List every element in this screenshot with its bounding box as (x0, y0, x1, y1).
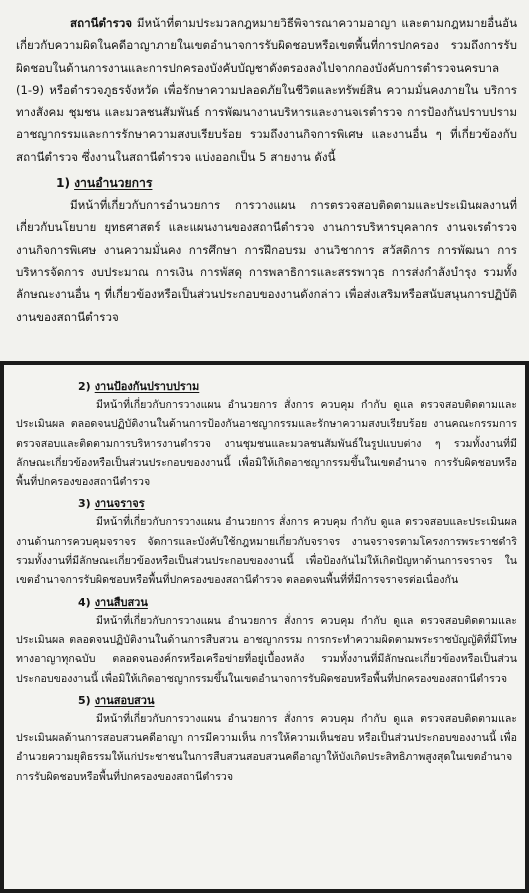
section-title: งานสอบสวน (94, 693, 155, 707)
section-body: มีหน้าที่เกี่ยวกับการอำนวยการ การวางแผน การตรวจสอบติดตามและประเมินผลงานที่เกี่ยวกับนโยบาย ยุทธศาสตร์ และแผนงานของสถานีตำรวจ งานการบริหารบุคลากร งานจเรตำรวจ งานกิจการพิเศษ งานความมั่นคง การศึกษา การฝึกอบรม งานวิชาการ สวัสดิการ การพัฒนา การบริหารจัดการ งบประมาณ การเงิน การพัสดุ การพลาธิการและสรรพาวุธ การส่งกำลังบำรุง รวมทั้งลักษณะงานอื่น ๆ ที่เกี่ยวข้องหรือเป็นส่วนประกอบของงานดังกล่าว เพื่อส่งเสริมหรือสนับสนุนการปฏิบัติงานของสถานีตำรวจ (16, 198, 517, 324)
section-body: มีหน้าที่เกี่ยวกับการวางแผน อำนวยการ สั่งการ ควบคุม กำกับ ดูแล ตรวจสอบและประเมินผลงานด้านการควบคุมจราจร จัดการและบังคับใช้กฎหมายเกี่ยวกับจราจร งานจราจรตามโครงการพระราชดำริ รวมทั้งงานที่มีลักษณะเกี่ยวข้องหรือเป็นส่วนประกอบของงานนี้ เพื่อป้องกันไม่ให้เกิดปัญหาด้านการจราจร ในเขตอำนาจการรับผิดชอบหรือพื้นที่ปกครองของสถานีตำรวจ ตลอดจนพื้นที่ที่มีการจราจรต่อเนื่องกัน (16, 516, 517, 587)
section-title: งานอำนวยการ (74, 176, 153, 191)
section-number: 5) (78, 693, 91, 707)
section-heading (78, 377, 517, 396)
section-heading (78, 494, 517, 513)
section-number: 4) (78, 595, 91, 609)
section-body: มีหน้าที่เกี่ยวกับการวางแผน อำนวยการ สั่งการ ควบคุม กำกับ ดูแล ตรวจสอบติดตามและประเมินผลด้านการสอบสวนคดีอาญา การมีความเห็น การให้ความเห็นชอบ หรือเป็นส่วนประกอบของงานนี้ เพื่ออำนวยความยุติธรรมให้แก่ประชาชนในการสืบสวนสอบสวนคดีอาญาให้บังเกิดประสิทธิภาพสูงสุดในเขตอำนาจการรับผิดชอบหรือพื้นที่ปกครองของสถานีตำรวจ (16, 712, 517, 783)
intro-paragraph (16, 12, 517, 168)
intro-text: มีหน้าที่ตามประมวลกฎหมายวิธีพิจารณาความอาญา และตามกฎหมายอื่นอันเกี่ยวกับความผิดในคดีอาญาภายในเขตอำนาจการรับผิดชอบหรือเขตพื้นที่การปกครอง รวมถึงการรับผิดชอบในด้านการงานและการปกครองบังคับบัญชาดังตรองลงไปจากกองบังคับการตำรวจนครบาล (1-9) หรือตำรวจภูธรจังหวัด เพื่อรักษาความปลอดภัยในชีวิตและทรัพย์สิน ความมั่นคงภายใน บริการทางสังคม ชุมชน และมวลชนสัมพันธ์ การพัฒนางานบริหารและงานจเรตำรวจ การป้องกันปราบปรามอาชญากรรมและการรักษาความสงบเรียบร้อย รวมถึงงานกิจการพิเศษ และงานอื่น ๆ ที่เกี่ยวข้องกับสถานีตำรวจ ซึ่งงานในสถานีตำรวจ แบ่งออกเป็น 5 สายงาน ดังนี้ (16, 16, 518, 164)
section-heading (78, 691, 517, 710)
section-title: งานจราจร (94, 497, 145, 511)
section-body: มีหน้าที่เกี่ยวกับการวางแผน อำนวยการ สั่งการ ควบคุม กำกับ ดูแล ตรวจสอบติดตามและประเมินผล ตลอดจนปฏิบัติงานในด้านการสืบสวน อาชญากรรม การกระทำความผิดตามพระราชบัญญัติที่มีโทษทางอาญาทุกฉบับ ตลอดจนองค์กรหรือเครือข่ายที่อยู่เบื้องหลัง รวมทั้งงานที่มีลักษณะเกี่ยวข้องหรือเป็นส่วนประกอบของงานนี้ เพื่อมิให้เกิดอาชญากรรมขึ้นในเขตอำนาจการรับผิดชอบหรือพื้นที่ปกครองของสถานีตำรวจ (16, 614, 517, 685)
section-body: มีหน้าที่เกี่ยวกับการวางแผน อำนวยการ สั่งการ ควบคุม กำกับ ดูแล ตรวจสอบติดตามและประเมินผล ตลอดจนปฏิบัติงานในด้านการป้องกันอาชญากรรมและรักษาความสงบเรียบร้อย งานคณะกรรมการตรวจสอบและติดตามการบริหารงานตำรวจ งานชุมชนและมวลชนสัมพันธ์ในรูปแบบต่าง ๆ รวมทั้งงานที่มีลักษณะเกี่ยวข้องหรือเป็นส่วนประกอบของงานนี้ เพื่อมิให้เกิดอาชญากรรมขึ้นในเขตอำนาจ การรับผิดชอบหรือพื้นที่ปกครองของสถานีตำรวจ (16, 399, 517, 489)
document-page-bottom (4, 365, 525, 889)
section-number: 2) (78, 380, 91, 393)
section-title: งานสืบสวน (94, 595, 148, 609)
section-heading (56, 172, 517, 194)
section-heading (78, 593, 517, 612)
intro-term: สถานีตำรวจ (70, 16, 133, 30)
document-page-top (0, 0, 529, 361)
section-title: งานป้องกันปราบปราม (94, 380, 200, 393)
section-number: 3) (78, 497, 91, 511)
section-number: 1) (56, 176, 71, 191)
